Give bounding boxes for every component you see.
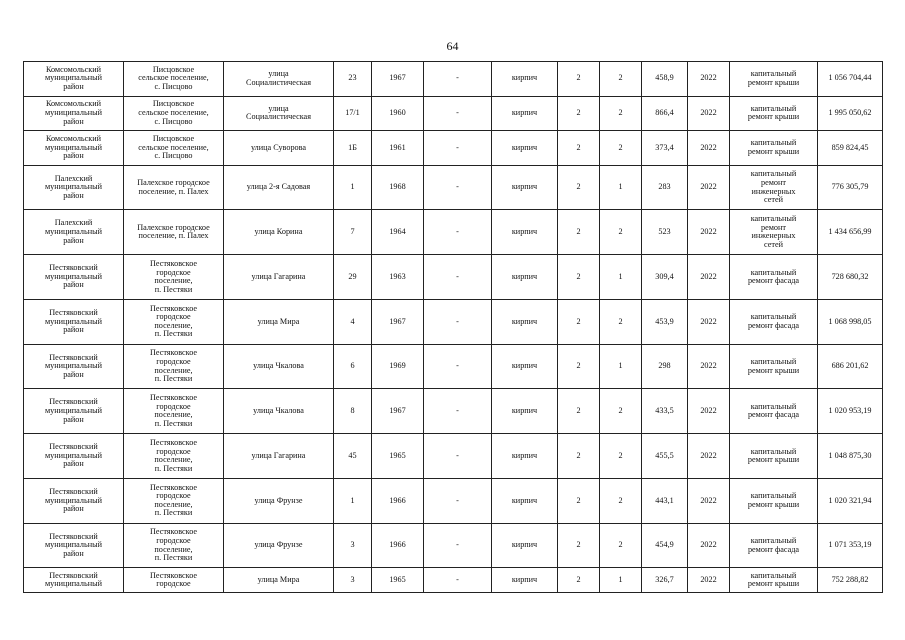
plan-year-cell: 2022	[688, 299, 730, 344]
floors-cell: 2	[558, 523, 600, 568]
house-number-cell: 3	[334, 523, 372, 568]
street-cell: улица Социалистическая	[224, 62, 334, 97]
housing-repair-table	[23, 61, 883, 593]
district-cell: Комсомольский муниципальный район	[24, 96, 124, 131]
table-row	[24, 478, 883, 523]
settlement-cell: Пестяковское городское поселение, п. Пестяки	[124, 299, 224, 344]
district-cell: Комсомольский муниципальный район	[24, 62, 124, 97]
plan-year-cell: 2022	[688, 62, 730, 97]
table-row	[24, 255, 883, 300]
street-cell: улица Фрунзе	[224, 478, 334, 523]
floors-cell: 2	[558, 131, 600, 166]
cost-cell: 686 201,62	[818, 344, 883, 389]
table-row	[24, 299, 883, 344]
settlement-cell: Палехское городское поселение, п. Палех	[124, 210, 224, 255]
house-number-cell: 1	[334, 478, 372, 523]
floors-cell: 2	[558, 62, 600, 97]
wall-material-cell: кирпич	[492, 96, 558, 131]
floors-cell: 2	[558, 568, 600, 593]
settlement-cell: Пестяковское городское поселение, п. Пестяки	[124, 478, 224, 523]
wall-material-cell: кирпич	[492, 568, 558, 593]
entrances-cell: 2	[600, 131, 642, 166]
work-type-cell: капитальный ремонт крыши	[730, 62, 818, 97]
build-year-cell: 1967	[372, 62, 424, 97]
street-cell: улица Гагарина	[224, 434, 334, 479]
cost-cell: 1 068 998,05	[818, 299, 883, 344]
table-row	[24, 62, 883, 97]
street-cell: улица Фрунзе	[224, 523, 334, 568]
cost-cell: 728 680,32	[818, 255, 883, 300]
empty-mark-cell: -	[424, 344, 492, 389]
street-cell: улица Мира	[224, 299, 334, 344]
plan-year-cell: 2022	[688, 255, 730, 300]
cost-cell: 1 995 050,62	[818, 96, 883, 131]
cost-cell: 859 824,45	[818, 131, 883, 166]
settlement-cell: Пестяковское городское поселение, п. Пестяки	[124, 389, 224, 434]
build-year-cell: 1963	[372, 255, 424, 300]
build-year-cell: 1964	[372, 210, 424, 255]
entrances-cell: 2	[600, 210, 642, 255]
entrances-cell: 1	[600, 568, 642, 593]
area-cell: 455,5	[642, 434, 688, 479]
area-cell: 298	[642, 344, 688, 389]
table-row	[24, 165, 883, 210]
work-type-cell: капитальный ремонт инженерных сетей	[730, 165, 818, 210]
house-number-cell: 45	[334, 434, 372, 479]
empty-mark-cell: -	[424, 299, 492, 344]
wall-material-cell: кирпич	[492, 434, 558, 479]
area-cell: 866,4	[642, 96, 688, 131]
plan-year-cell: 2022	[688, 131, 730, 166]
settlement-cell: Пестяковское городское поселение, п. Пестяки	[124, 523, 224, 568]
street-cell: улица Социалистическая	[224, 96, 334, 131]
area-cell: 453,9	[642, 299, 688, 344]
empty-mark-cell: -	[424, 96, 492, 131]
entrances-cell: 1	[600, 255, 642, 300]
street-cell: улица Мира	[224, 568, 334, 593]
plan-year-cell: 2022	[688, 523, 730, 568]
settlement-cell: Пестяковское городское поселение, п. Пестяки	[124, 344, 224, 389]
empty-mark-cell: -	[424, 165, 492, 210]
table-row	[24, 389, 883, 434]
house-number-cell: 17/1	[334, 96, 372, 131]
area-cell: 443,1	[642, 478, 688, 523]
house-number-cell: 1	[334, 165, 372, 210]
house-number-cell: 23	[334, 62, 372, 97]
table-row	[24, 96, 883, 131]
house-number-cell: 8	[334, 389, 372, 434]
district-cell: Пестяковский муниципальный район	[24, 434, 124, 479]
district-cell: Пестяковский муниципальный район	[24, 523, 124, 568]
wall-material-cell: кирпич	[492, 210, 558, 255]
street-cell: улица 2-я Садовая	[224, 165, 334, 210]
work-type-cell: капитальный ремонт крыши	[730, 131, 818, 166]
empty-mark-cell: -	[424, 389, 492, 434]
cost-cell: 1 071 353,19	[818, 523, 883, 568]
wall-material-cell: кирпич	[492, 255, 558, 300]
entrances-cell: 2	[600, 434, 642, 479]
plan-year-cell: 2022	[688, 210, 730, 255]
house-number-cell: 6	[334, 344, 372, 389]
district-cell: Палехский муниципальный район	[24, 165, 124, 210]
table-row	[24, 344, 883, 389]
work-type-cell: капитальный ремонт крыши	[730, 568, 818, 593]
area-cell: 309,4	[642, 255, 688, 300]
plan-year-cell: 2022	[688, 478, 730, 523]
work-type-cell: капитальный ремонт крыши	[730, 344, 818, 389]
plan-year-cell: 2022	[688, 568, 730, 593]
plan-year-cell: 2022	[688, 344, 730, 389]
cost-cell: 776 305,79	[818, 165, 883, 210]
floors-cell: 2	[558, 165, 600, 210]
page-number: 64	[446, 39, 459, 53]
wall-material-cell: кирпич	[492, 165, 558, 210]
wall-material-cell: кирпич	[492, 344, 558, 389]
wall-material-cell: кирпич	[492, 131, 558, 166]
entrances-cell: 1	[600, 165, 642, 210]
empty-mark-cell: -	[424, 434, 492, 479]
cost-cell: 1 056 704,44	[818, 62, 883, 97]
district-cell: Пестяковский муниципальный район	[24, 344, 124, 389]
build-year-cell: 1965	[372, 568, 424, 593]
entrances-cell: 2	[600, 523, 642, 568]
empty-mark-cell: -	[424, 255, 492, 300]
work-type-cell: капитальный ремонт крыши	[730, 434, 818, 479]
street-cell: улица Суворова	[224, 131, 334, 166]
work-type-cell: капитальный ремонт крыши	[730, 478, 818, 523]
wall-material-cell: кирпич	[492, 62, 558, 97]
house-number-cell: 29	[334, 255, 372, 300]
table-row	[24, 210, 883, 255]
district-cell: Пестяковский муниципальный район	[24, 478, 124, 523]
plan-year-cell: 2022	[688, 434, 730, 479]
cost-cell: 1 020 321,94	[818, 478, 883, 523]
wall-material-cell: кирпич	[492, 478, 558, 523]
area-cell: 283	[642, 165, 688, 210]
floors-cell: 2	[558, 210, 600, 255]
build-year-cell: 1967	[372, 299, 424, 344]
area-cell: 458,9	[642, 62, 688, 97]
empty-mark-cell: -	[424, 523, 492, 568]
floors-cell: 2	[558, 478, 600, 523]
entrances-cell: 2	[600, 96, 642, 131]
empty-mark-cell: -	[424, 131, 492, 166]
floors-cell: 2	[558, 389, 600, 434]
build-year-cell: 1967	[372, 389, 424, 434]
cost-cell: 1 048 875,30	[818, 434, 883, 479]
settlement-cell: Пестяковское городское	[124, 568, 224, 593]
table-row	[24, 434, 883, 479]
build-year-cell: 1965	[372, 434, 424, 479]
floors-cell: 2	[558, 434, 600, 479]
street-cell: улица Чкалова	[224, 389, 334, 434]
house-number-cell: 1Б	[334, 131, 372, 166]
area-cell: 373,4	[642, 131, 688, 166]
wall-material-cell: кирпич	[492, 523, 558, 568]
table-body	[24, 62, 883, 593]
floors-cell: 2	[558, 299, 600, 344]
cost-cell: 1 020 953,19	[818, 389, 883, 434]
entrances-cell: 2	[600, 299, 642, 344]
build-year-cell: 1961	[372, 131, 424, 166]
district-cell: Пестяковский муниципальный район	[24, 299, 124, 344]
wall-material-cell: кирпич	[492, 299, 558, 344]
plan-year-cell: 2022	[688, 389, 730, 434]
area-cell: 523	[642, 210, 688, 255]
entrances-cell: 2	[600, 62, 642, 97]
house-number-cell: 7	[334, 210, 372, 255]
plan-year-cell: 2022	[688, 96, 730, 131]
district-cell: Пестяковский муниципальный	[24, 568, 124, 593]
entrances-cell: 2	[600, 389, 642, 434]
work-type-cell: капитальный ремонт фасада	[730, 255, 818, 300]
build-year-cell: 1968	[372, 165, 424, 210]
empty-mark-cell: -	[424, 478, 492, 523]
house-number-cell: 4	[334, 299, 372, 344]
street-cell: улица Гагарина	[224, 255, 334, 300]
build-year-cell: 1966	[372, 523, 424, 568]
empty-mark-cell: -	[424, 568, 492, 593]
cost-cell: 752 288,82	[818, 568, 883, 593]
wall-material-cell: кирпич	[492, 389, 558, 434]
floors-cell: 2	[558, 96, 600, 131]
work-type-cell: капитальный ремонт фасада	[730, 523, 818, 568]
entrances-cell: 2	[600, 478, 642, 523]
settlement-cell: Пестяковское городское поселение, п. Пестяки	[124, 255, 224, 300]
area-cell: 326,7	[642, 568, 688, 593]
district-cell: Пестяковский муниципальный район	[24, 255, 124, 300]
cost-cell: 1 434 656,99	[818, 210, 883, 255]
empty-mark-cell: -	[424, 62, 492, 97]
district-cell: Комсомольский муниципальный район	[24, 131, 124, 166]
district-cell: Пестяковский муниципальный район	[24, 389, 124, 434]
floors-cell: 2	[558, 344, 600, 389]
settlement-cell: Писцовское сельское поселение, с. Писцово	[124, 96, 224, 131]
table-row	[24, 523, 883, 568]
settlement-cell: Пестяковское городское поселение, п. Пестяки	[124, 434, 224, 479]
floors-cell: 2	[558, 255, 600, 300]
work-type-cell: капитальный ремонт фасада	[730, 389, 818, 434]
settlement-cell: Писцовское сельское поселение, с. Писцово	[124, 131, 224, 166]
street-cell: улица Чкалова	[224, 344, 334, 389]
work-type-cell: капитальный ремонт крыши	[730, 96, 818, 131]
work-type-cell: капитальный ремонт фасада	[730, 299, 818, 344]
street-cell: улица Корина	[224, 210, 334, 255]
empty-mark-cell: -	[424, 210, 492, 255]
build-year-cell: 1960	[372, 96, 424, 131]
entrances-cell: 1	[600, 344, 642, 389]
plan-year-cell: 2022	[688, 165, 730, 210]
build-year-cell: 1966	[372, 478, 424, 523]
build-year-cell: 1969	[372, 344, 424, 389]
table-row	[24, 131, 883, 166]
area-cell: 433,5	[642, 389, 688, 434]
house-number-cell: 3	[334, 568, 372, 593]
settlement-cell: Палехское городское поселение, п. Палех	[124, 165, 224, 210]
work-type-cell: капитальный ремонт инженерных сетей	[730, 210, 818, 255]
area-cell: 454,9	[642, 523, 688, 568]
table-row	[24, 568, 883, 593]
district-cell: Палехский муниципальный район	[24, 210, 124, 255]
settlement-cell: Писцовское сельское поселение, с. Писцово	[124, 62, 224, 97]
